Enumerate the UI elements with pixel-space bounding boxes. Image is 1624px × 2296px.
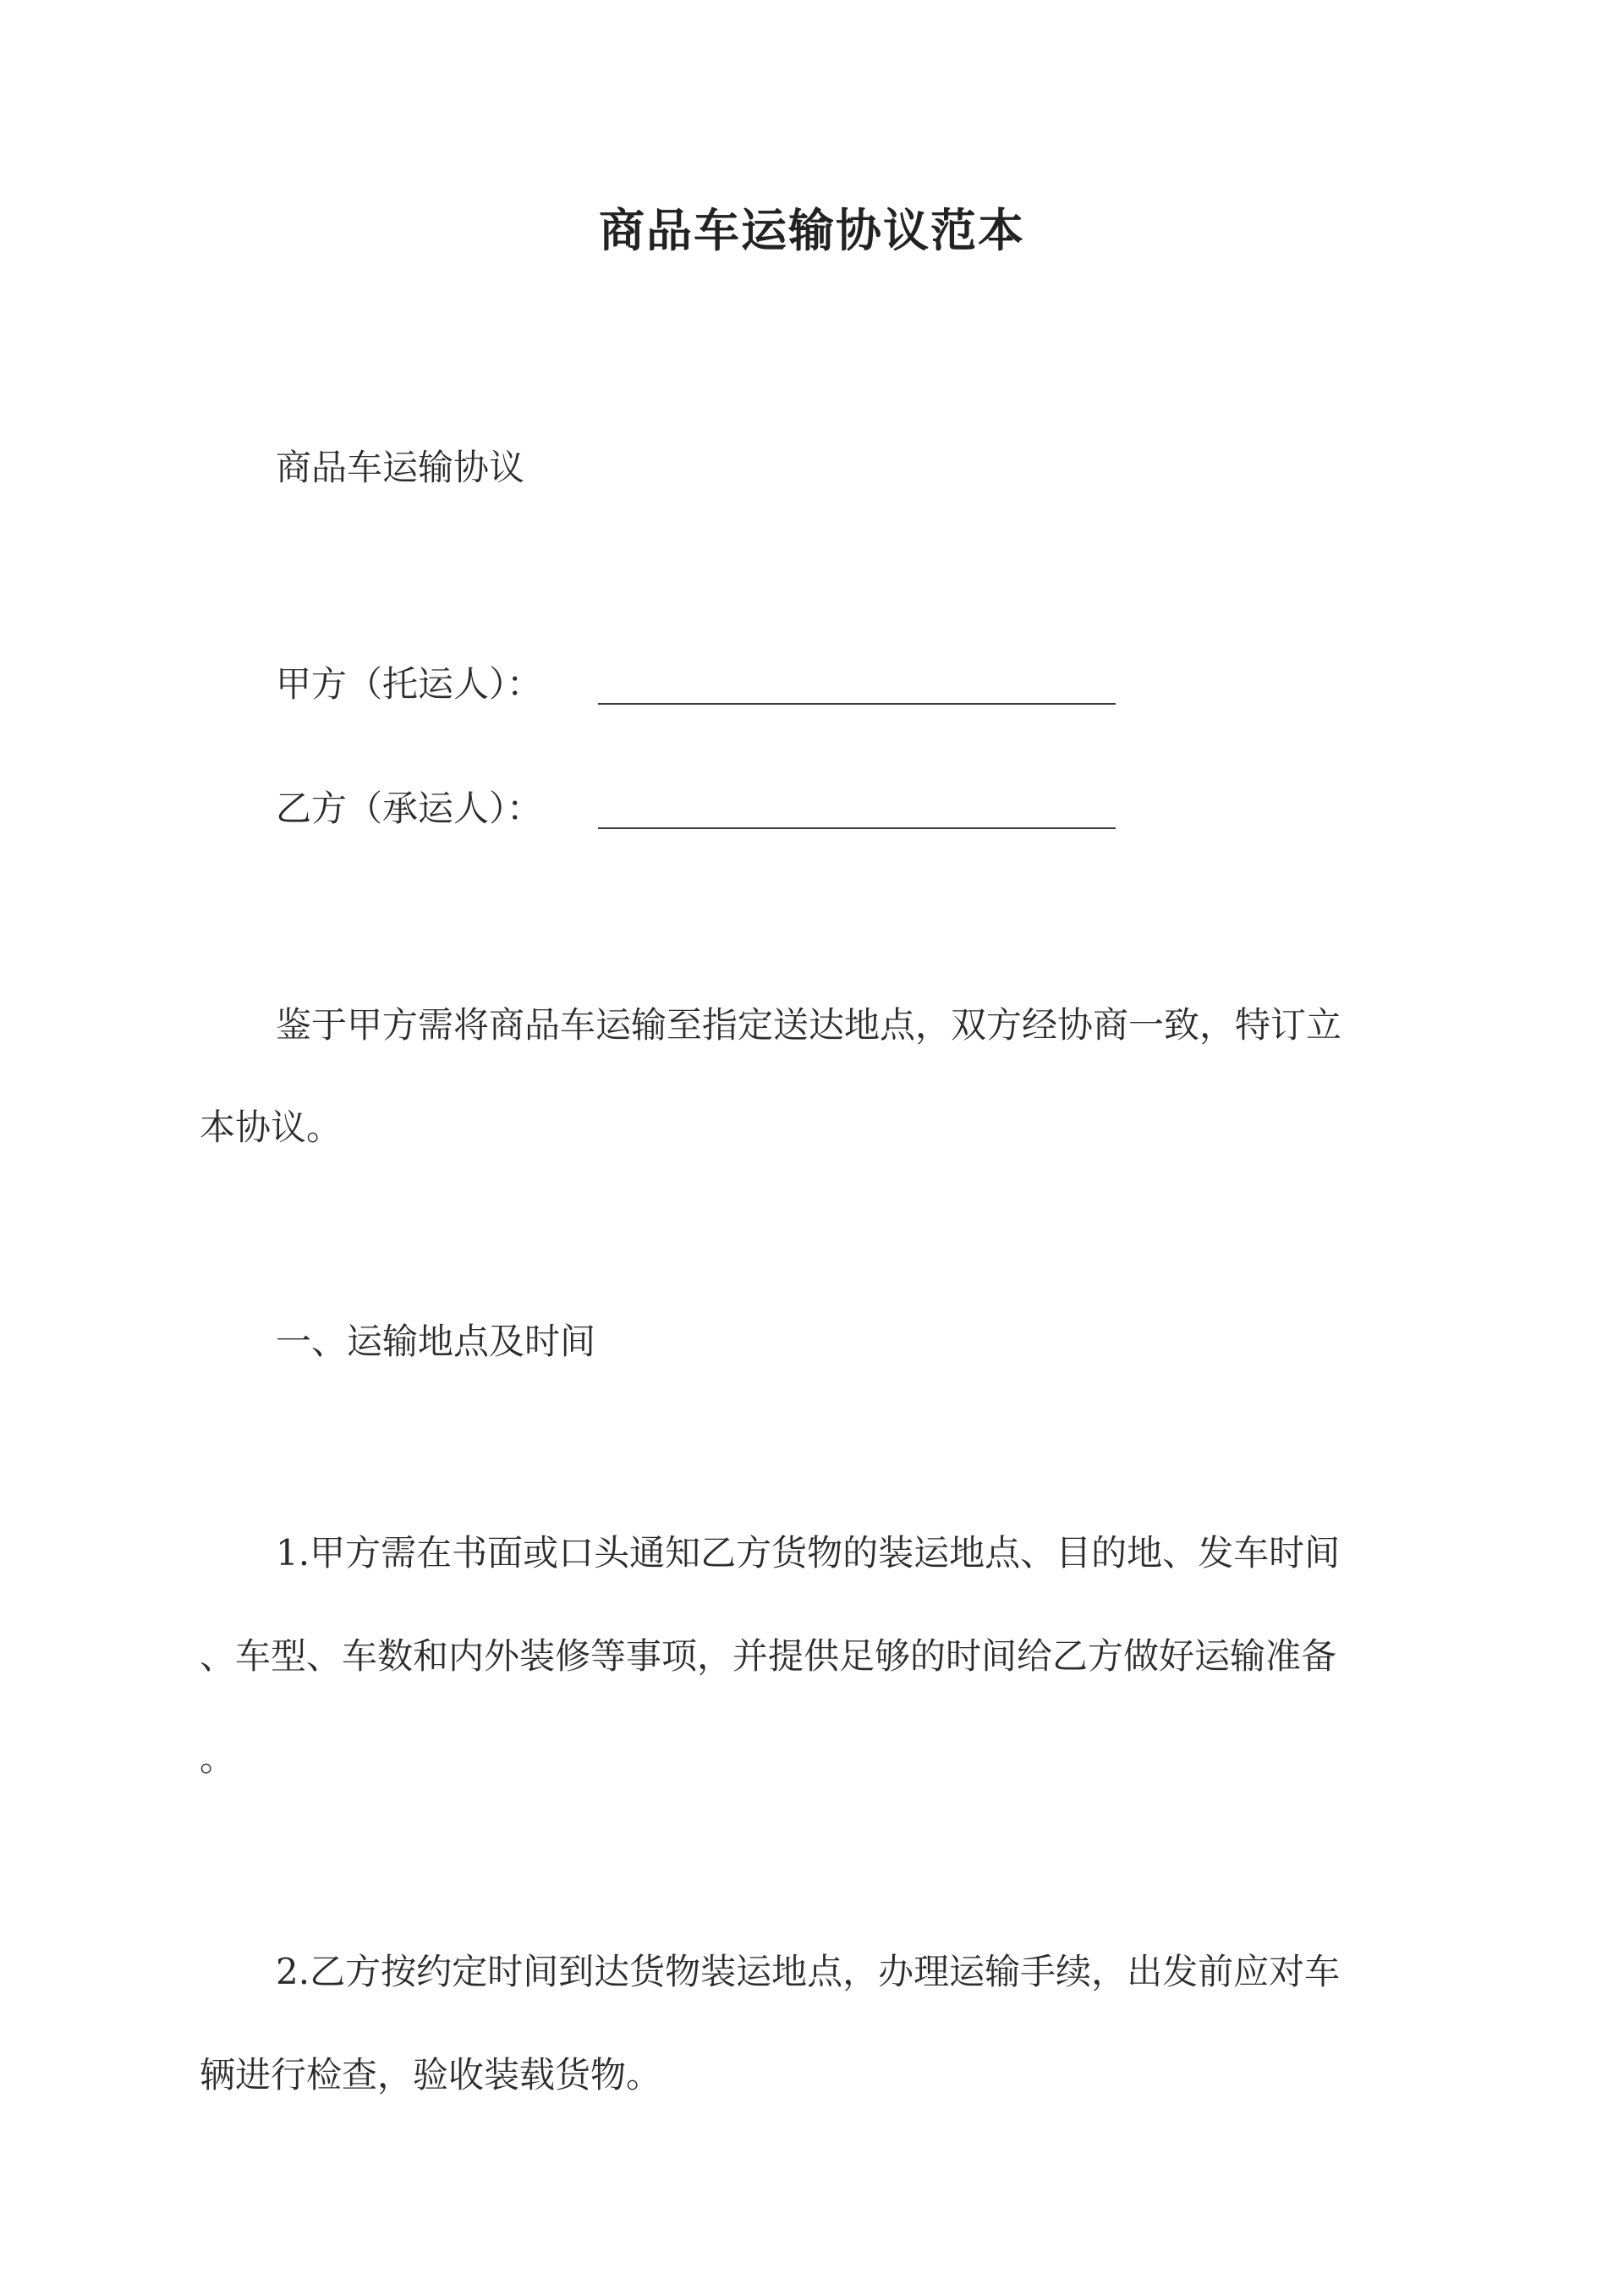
party-a-label: 甲方（托运人）： [276,663,543,705]
clause-1-line-1: 1.甲方需在书面或口头通知乙方货物的装运地点、目的地、发车时间 [276,1532,1341,1574]
clause-2-line-2: 辆进行检查，验收装载货物。 [200,2054,662,2096]
preamble-line-2: 本协议。 [200,1107,343,1148]
preamble-line-1: 鉴于甲方需将商品车运输至指定送达地点，双方经协商一致，特订立 [276,1004,1342,1046]
section-1-heading: 一、运输地点及时间 [276,1321,596,1362]
party-b-blank-field [598,827,1116,829]
document-title: 商品车运输协议范本 [599,203,1025,257]
party-b-row [276,783,542,834]
clause-1-line-2: 、车型、车数和内外装修等事项，并提供足够的时间给乙方做好运输准备 [200,1635,1337,1677]
agreement-subtitle: 商品车运输协议 [276,447,525,488]
party-b-label: 乙方（承运人）： [276,788,543,829]
party-a-blank-field [598,703,1116,705]
clause-1-line-3: 。 [200,1738,236,1779]
clause-2-line-1: 2.乙方按约定时间到达货物装运地点，办理运输手续，出发前应对车 [276,1951,1341,1992]
party-a-row [276,659,542,710]
